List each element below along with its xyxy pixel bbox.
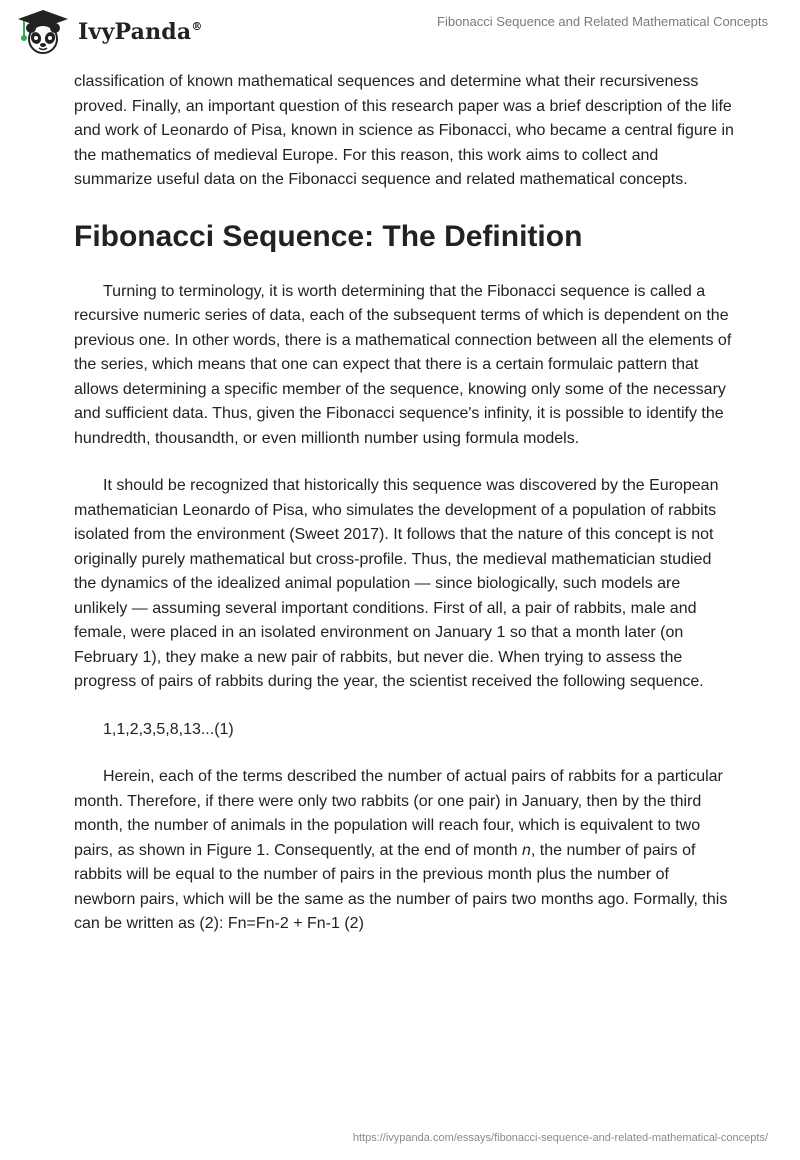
- sequence-equation: 1,1,2,3,5,8,13...(1): [103, 720, 234, 738]
- page-header: [0, 0, 800, 66]
- source-url[interactable]: https://ivypanda.com/essays/fibonacci-sequence-and-related-mathematical-concepts/: [352, 1132, 768, 1144]
- variable-n: n: [521, 841, 531, 859]
- section-heading: Fibonacci Sequence: The Definition: [74, 219, 583, 253]
- registered-mark: ®: [191, 20, 203, 33]
- paragraph-terminology: Turning to terminology, it is worth determining that the Fibonacci sequence is called a recursive numeric series of data, each of the subsequent terms of which is dependent on the previous one. In other words, there is a mathematical connection between all the elements of the series, which means that one can expect that there is a certain formulaic pattern that allows determining a specific member of the sequence, knowing only some of the necessary and sufficient data. Thus, given the Fibonacci sequence's infinity, it is possible to identify the hundredth, thousandth, or even millionth number using formula models.: [74, 282, 732, 447]
- panda-graduate-icon: [14, 8, 72, 56]
- intro-paragraph: classification of known mathematical sequences and determine what their recursiveness proved. Finally, an important question of this research paper was a brief description of the life and work of Leonardo of Pisa, known in science as Fibonacci, who became a central figure in the mathematics of medieval Europe. For this reason, this work aims to collect and summarize useful data on the Fibonacci sequence and related mathematical concepts.: [74, 73, 734, 188]
- ivypanda-logo[interactable]: [14, 8, 203, 56]
- running-title: Fibonacci Sequence and Related Mathematical Concepts: [437, 14, 768, 29]
- brand-name: IvyPanda®: [78, 19, 203, 45]
- paragraph-history: It should be recognized that historically this sequence was discovered by the European mathematician Leonardo of Pisa, who simulates the development of a population of rabbits isolated from the environment (Sweet 2017). It follows that the nature of this concept is not originally purely mathematical but cross-profile. Thus, the medieval mathematician studied the dynamics of the idealized animal population — since biologically, such models are unlikely — assuming several important conditions. First of all, a pair of rabbits, male and female, were placed in an isolated environment on January 1 so that a month later (on February 1), they make a new pair of rabbits, but never die. When trying to assess the progress of pairs of rabbits during the year, the scientist received the following sequence.: [74, 477, 719, 690]
- paragraph-rabbit-pairs: Herein, each of the terms described the number of actual pairs of rabbits for a particular month. Therefore, if there were only two rabbits (or one pair) in January, then by the third month, the number of animals in the population will reach four, which is equivalent to two pairs, as shown in Figure 1. Consequently, at the end of month n, the number of pairs of rabbits will be equal to the number of pairs in the previous month plus the number of newborn pairs, which will be the same as the number of pairs two months ago. Formally, this can be written as (2): Fn=Fn-2 + Fn-1 (2): [74, 768, 728, 932]
- article-body: [74, 70, 734, 937]
